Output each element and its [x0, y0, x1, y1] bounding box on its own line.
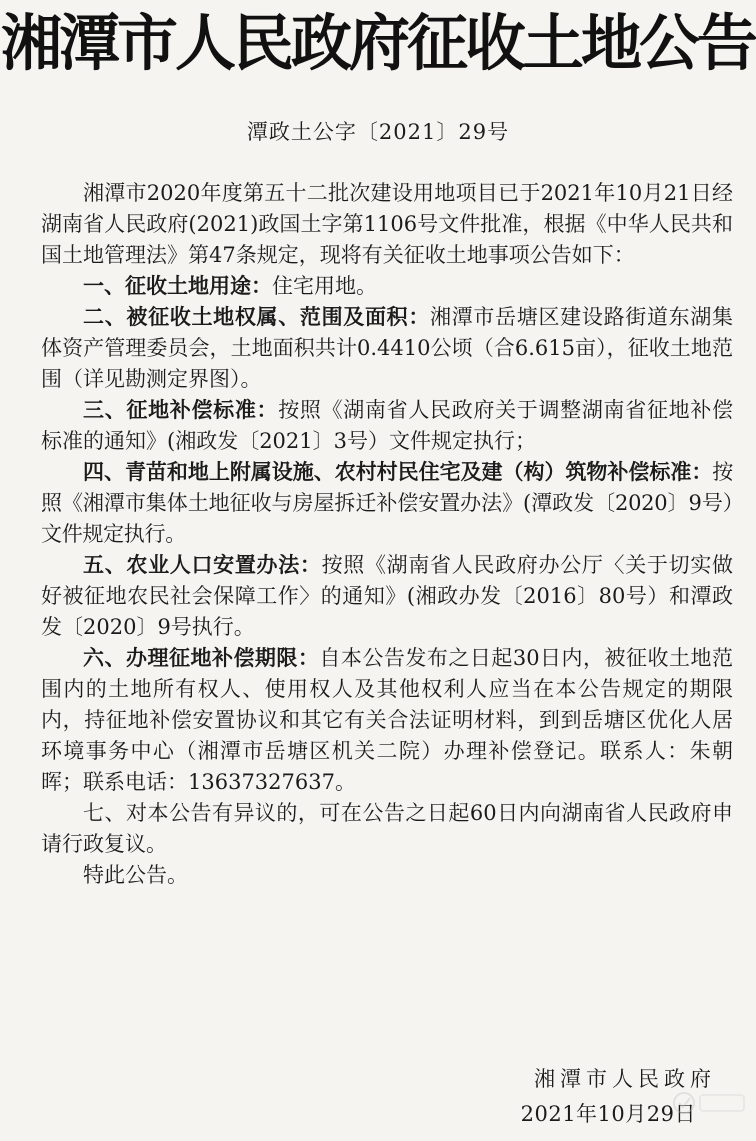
section-text: 自本公告发布之日起30日内，被征收土地范围内的土地所有权人、使用权人及其他权利人应当在本公告规定的期限内，持征地补偿安置协议和其它有关合法证明材料，到到岳塘区优化人居环境事务中心（湘潭市岳塘区机关二院）办理补偿登记。联系人：朱朝晖；联系电话：13637327637。: [41, 646, 733, 794]
section-crops-buildings: [41, 457, 733, 550]
section-ownership-area: [41, 302, 733, 395]
section-heading: 一、征收土地用途：: [83, 274, 272, 298]
signature-date: 2021年10月29日: [520, 1102, 696, 1126]
announcement-body: [41, 178, 733, 891]
section-text: 按照《湘潭市集体土地征收与房屋拆迁补偿安置办法》(潭政发〔2020〕9号）文件规定执行。: [41, 460, 733, 546]
signature-organization: 湘潭市人民政府: [534, 1067, 716, 1091]
section-text: 七、对本公告有异议的，可在公告之日起60日内向湖南省人民政府申请行政复议。: [41, 801, 733, 856]
page-title: 湘潭市人民政府征收土地公告: [0, 8, 755, 79]
section-resettlement: [41, 550, 733, 643]
closing-line: [41, 860, 733, 891]
section-text: 按照《湖南省人民政府办公厅〈关于切实做好被征地农民社会保障工作〉的通知》(湘政办发〔2016〕80号）和潭政发〔2020〕9号执行。: [41, 553, 734, 639]
intro-paragraph: 湘潭市2020年度第五十二批次建设用地项目已于2021年10月21日经湖南省人民政府(2021)政国土字第1106号文件批准，根据《中华人民共和国土地管理法》第47条规定，现将有关征收土地事项公告如下：: [41, 181, 733, 267]
section-heading: 四、青苗和地上附属设施、农村村民住宅及建（构）筑物补偿标准：: [83, 460, 713, 484]
section-text: 住宅用地。: [272, 274, 377, 298]
section-text: 湘潭市岳塘区建设路街道东湖集体资产管理委员会，土地面积共计0.4410公顷（合6.615亩），征收土地范围（详见勘测定界图）。: [41, 305, 734, 391]
section-heading: 六、办理征地补偿期限：: [83, 646, 320, 670]
section-objection: [41, 798, 733, 860]
section-heading: 五、农业人口安置办法：: [83, 553, 322, 577]
section-deadline: [41, 643, 733, 798]
section-heading: 二、被征收土地权属、范围及面积：: [83, 305, 431, 329]
watermark-logo-icon: [670, 1083, 750, 1123]
section-land-use: [41, 271, 733, 302]
section-text: 特此公告。: [83, 863, 188, 887]
section-heading: 三、征地补偿标准：: [83, 398, 279, 422]
document-number: 潭政土公字〔2021〕29号: [246, 120, 510, 144]
section-text: 按照《湖南省人民政府关于调整湖南省征地补偿标准的通知》(湘政发〔2021〕3号）文件规定执行；: [41, 398, 734, 453]
section-compensation-standard: [41, 395, 733, 457]
